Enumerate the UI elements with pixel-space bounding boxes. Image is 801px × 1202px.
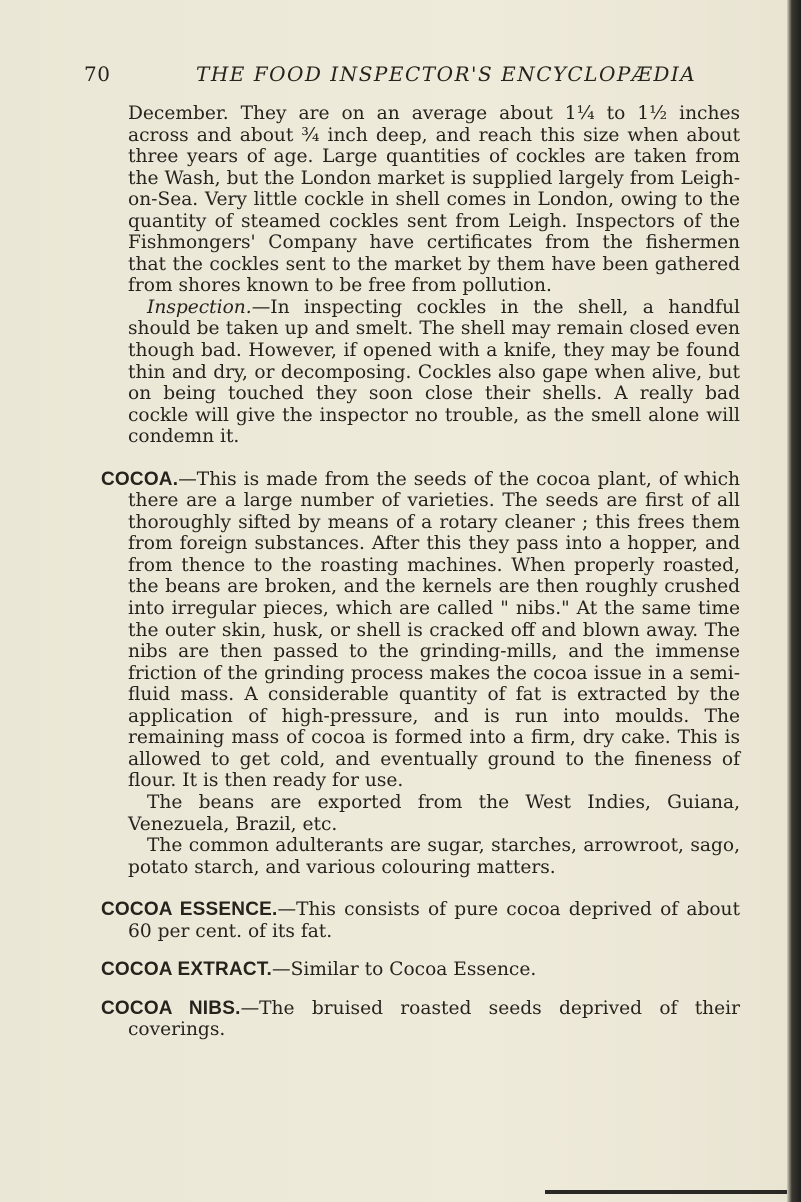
page-header [84,62,744,92]
cocoa-nibs-text: —The bruised roasted seeds deprived of their coverings. [128,997,740,1041]
inspection-text: —In inspecting cockles in the shell, a handful should be taken up and smelt. The shell may remain closed even though bad. However, if opened with a knife, they may be found thin and dry, or decomposing. Cockles also gape when alive, but on being touched they soon close their shells. A really bad cockle will give the inspector no trouble, as the smell alone will condemn it. [128,296,740,448]
cocoa-essence-heading: COCOA ESSENCE. [101,899,278,921]
cocoa-export-paragraph: The beans are exported from the West Indies, Guiana, Venezuela, Brazil, etc. [128,791,740,835]
cockles-paragraph: December. They are on an average about 1¼ to 1½ inches across and about ¾ inch deep, and reach this size when about three years of age. Large quantities of cockles are taken from the Wash, but the London market is supplied largely from Leigh-on-Sea. Very little cockle in shell comes in London, owing to the quantity of steamed cockles sent from Leigh. Inspectors of the Fishmongers' Company have certificates from the fishermen that the cockles sent to the market by them have been gathered from shores known to be free from pollution. [128,103,740,297]
entry-cocoa [101,469,740,792]
bottom-rule [545,1190,801,1194]
inspection-label: Inspection. [147,296,252,318]
entry-cocoa-essence [101,899,740,942]
body-text [101,103,741,1041]
cocoa-heading: COCOA. [101,468,179,490]
cocoa-essence-text: —This consists of pure cocoa deprived of about 60 per cent. of its fat. [128,899,741,942]
inspection-paragraph [128,297,740,448]
cocoa-text: —This is made from the seeds of the cocoa plant, of which there are a large number of varieties. The seeds are first of all thoroughly sifted by means of a rotary cleaner ; this frees them from foreign substances. After this they pass into a hopper, and from thence to the roasting machines. When properly roasted, the beans are broken, and the kernels are then roughly crushed into irregular pieces, which are called " nibs." At the same time the outer skin, husk, or shell is cracked off and blown away. The nibs are then passed to the grinding-mills, and the immense friction of the grinding process makes the cocoa issue in a semi-fluid mass. A considerable quantity of fat is extracted by the application of high-pressure, and is run into moulds. The remaining mass of cocoa is formed into a firm, dry cake. This is allowed to get cold, and eventually ground to the fineness of flour. It is then ready for use. [128,468,740,792]
entry-cocoa-nibs [101,998,740,1041]
page-number: 70 [84,62,111,86]
entry-cocoa-extract [101,959,740,981]
cocoa-adulterants-paragraph: The common adulterants are sugar, starches, arrowroot, sago, potato starch, and various colouring matters. [128,835,740,878]
running-title: THE FOOD INSPECTOR'S ENCYCLOPÆDIA [196,62,697,86]
page-edge-shadow [787,0,801,1202]
cocoa-extract-heading: COCOA EXTRACT. [101,959,272,981]
cocoa-extract-text: —Similar to Cocoa Essence. [272,959,537,981]
cocoa-nibs-heading: COCOA NIBS. [101,997,241,1019]
